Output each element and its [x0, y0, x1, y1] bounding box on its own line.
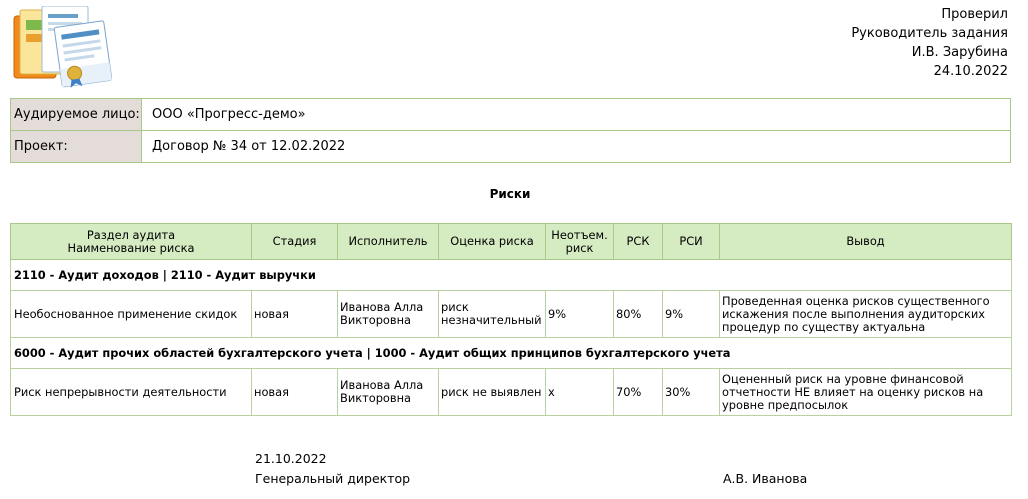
executor-cell: Иванова Алла Викторовна [338, 291, 439, 338]
col-stage-header: Стадия [252, 224, 338, 260]
approval-date: 24.10.2022 [933, 64, 1008, 79]
approval-position: Руководитель задания [851, 26, 1008, 41]
risk-name-cell: Риск непрерывности деятельности [11, 369, 252, 416]
col-executor-header: Исполнитель [338, 224, 439, 260]
stage-cell: новая [252, 291, 338, 338]
project-value: Договор № 34 от 12.02.2022 [142, 131, 1011, 163]
col-rsk-header: РСК [614, 224, 663, 260]
documents-logo-icon [12, 6, 116, 88]
info-table [10, 98, 1011, 163]
col-conclusion-header: Вывод [720, 224, 1012, 260]
inherent-cell: 9% [546, 291, 614, 338]
executor-cell: Иванова Алла Викторовна [338, 369, 439, 416]
entity-value: ООО «Прогресс-демо» [142, 99, 1011, 131]
footer-signer: А.В. Иванова [723, 471, 808, 486]
footer-position: Генеральный директор [255, 471, 411, 486]
approval-block [851, 5, 1008, 81]
group-title: 2110 - Аудит доходов | 2110 - Аудит выручки [11, 260, 1012, 291]
assessment-cell: риск не выявлен [439, 369, 546, 416]
risks-table [10, 223, 1012, 416]
conclusion-cell: Оцененный риск на уровне финансовой отчетности НЕ влияет на оценку рисков на уровне предпосылок [720, 369, 1012, 416]
table-header-row [11, 224, 1012, 260]
entity-row [11, 99, 1011, 131]
col-section-header [11, 224, 252, 260]
table-row [11, 291, 1012, 338]
table-row [11, 369, 1012, 416]
group-row [11, 338, 1012, 369]
section-title: Риски [489, 187, 531, 201]
footer-date: 21.10.2022 [255, 451, 327, 466]
approval-title: Проверил [941, 7, 1008, 22]
assessment-cell: риск незначительный [439, 291, 546, 338]
col-assessment-header: Оценка риска [439, 224, 546, 260]
col-inherent-line2: риск [565, 240, 594, 255]
col-inherent-line1: Неотъем. [551, 227, 608, 242]
stage-cell: новая [252, 369, 338, 416]
project-row [11, 131, 1011, 163]
project-label: Проект: [11, 131, 142, 163]
inherent-cell: x [546, 369, 614, 416]
col-section-line2: Наименование риска [67, 240, 195, 255]
col-rsi-header: РСИ [663, 224, 720, 260]
conclusion-cell: Проведенная оценка рисков существенного искажения после выполнения аудиторских процедур по существу актуальна [720, 291, 1012, 338]
entity-label: Аудируемое лицо: [11, 99, 142, 131]
rsk-cell: 80% [614, 291, 663, 338]
approval-name: И.В. Зарубина [911, 45, 1008, 60]
group-row [11, 260, 1012, 291]
rsi-cell: 9% [663, 291, 720, 338]
col-section-line1: Раздел аудита [86, 227, 176, 242]
col-inherent-header [546, 224, 614, 260]
group-title: 6000 - Аудит прочих областей бухгалтерского учета | 1000 - Аудит общих принципов бухгалтерского учета [11, 338, 1012, 369]
rsi-cell: 30% [663, 369, 720, 416]
risk-name-cell: Необоснованное применение скидок [11, 291, 252, 338]
rsk-cell: 70% [614, 369, 663, 416]
